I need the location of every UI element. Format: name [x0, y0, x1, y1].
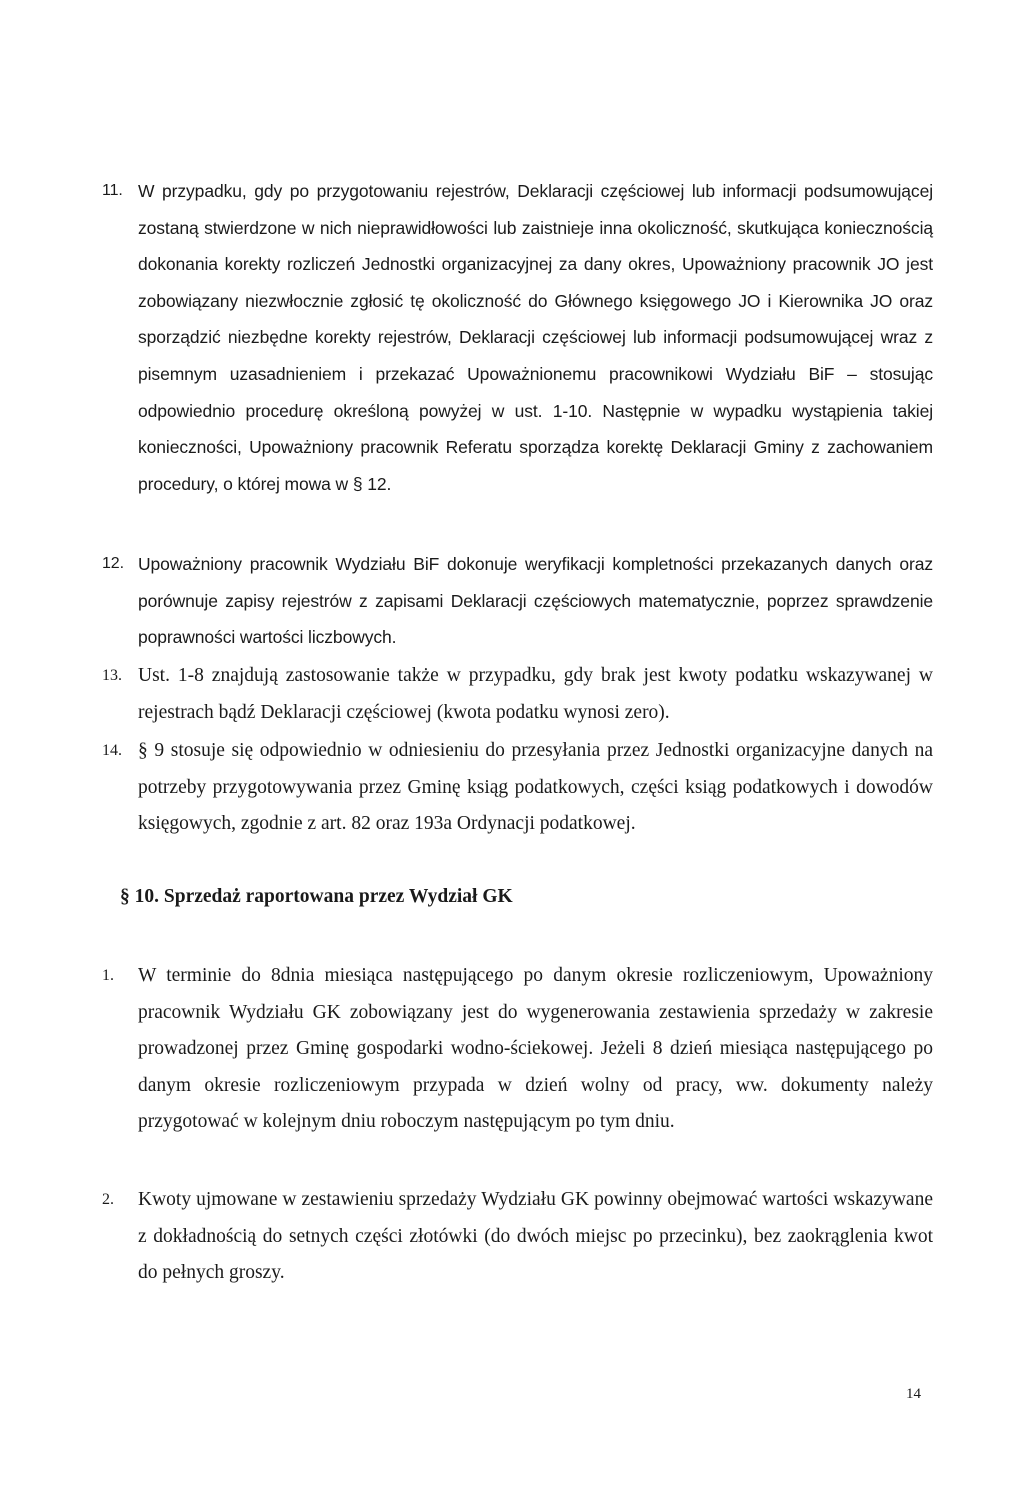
paragraph-13 — [102, 658, 933, 731]
paragraph-14 — [102, 733, 933, 843]
paragraph-11 — [102, 173, 933, 502]
paragraph-number: 11. — [102, 182, 123, 199]
section-paragraph-2 — [102, 1182, 933, 1292]
paragraph-text: Ust. 1-8 znajdują zastosowanie także w przypadku, gdy brak jest kwoty podatku wskazywanej w rejestrach bądź Deklaracji częściowej (kwota podatku wynosi zero). — [138, 665, 933, 723]
paragraph-12 — [102, 546, 933, 656]
paragraph-number: 13. — [102, 667, 122, 684]
section-heading: § 10. Sprzedaż raportowana przez Wydział GK — [120, 886, 513, 907]
paragraph-number: 1. — [102, 967, 114, 984]
paragraph-text: § 9 stosuje się odpowiednio w odniesieniu do przesyłania przez Jednostki organizacyjne danych na potrzeby przygotowywania przez Gminę ksiąg podatkowych, części ksiąg podatkowych i dowodów księgowych, zgodnie z art. 82 oraz 193a Ordynacji podatkowej. — [138, 740, 933, 835]
paragraph-text: Kwoty ujmowane w zestawieniu sprzedaży Wydziału GK powinny obejmować wartości wskazywane z dokładnością do setnych części złotówki (do dwóch miejsc po przecinku), bez zaokrąglenia kwot do pełnych groszy. — [138, 1189, 933, 1284]
paragraph-text: W terminie do 8dnia miesiąca następującego po danym okresie rozliczeniowym, Upoważniony pracownik Wydziału GK zobowiązany jest do wygenerowania zestawienia sprzedaży w zakresie prowadzonej przez Gminę gospodarki wodno-ściekowej. Jeżeli 8 dzień miesiąca następującego po danym okresie rozliczeniowym przypada w dzień wolny od pracy, ww. dokumenty należy przygotować w kolejnym dniu roboczym następującym po tym dniu. — [138, 965, 933, 1133]
paragraph-number: 2. — [102, 1191, 114, 1208]
section-paragraph-1 — [102, 958, 933, 1141]
paragraph-number: 12. — [102, 555, 124, 572]
paragraph-number: 14. — [102, 742, 122, 759]
paragraph-text: Upoważniony pracownik Wydziału BiF dokonuje weryfikacji kompletności przekazanych danych oraz porównuje zapisy rejestrów z zapisami Deklaracji częściowych matematycznie, poprzez sprawdzenie poprawności wartości liczbowych. — [138, 554, 933, 648]
page-number: 14 — [906, 1386, 921, 1402]
paragraph-text: W przypadku, gdy po przygotowaniu rejestrów, Deklaracji częściowej lub informacji podsumowującej zostaną stwierdzone w nich nieprawidłowości lub zaistnieje inna okoliczność, skutkująca koniecznością dokonania korekty rozliczeń Jednostki organizacyjnej za dany okres, Upoważniony pracownik JO jest zobowiązany niezwłocznie zgłosić tę okoliczność do Głównego księgowego JO i Kierownika JO oraz sporządzić niezbędne korekty rejestrów, Deklaracji częściowej lub informacji podsumowującej wraz z pisemnym uzasadnieniem i przekazać Upoważnionemu pracownikowi Wydziału BiF – stosując odpowiednio procedurę określoną powyżej w ust. 1-10. Następnie w wypadku wystąpienia takiej konieczności, Upoważniony pracownik Referatu sporządza korektę Deklaracji Gminy z zachowaniem procedury, o której mowa w § 12. — [138, 181, 933, 494]
